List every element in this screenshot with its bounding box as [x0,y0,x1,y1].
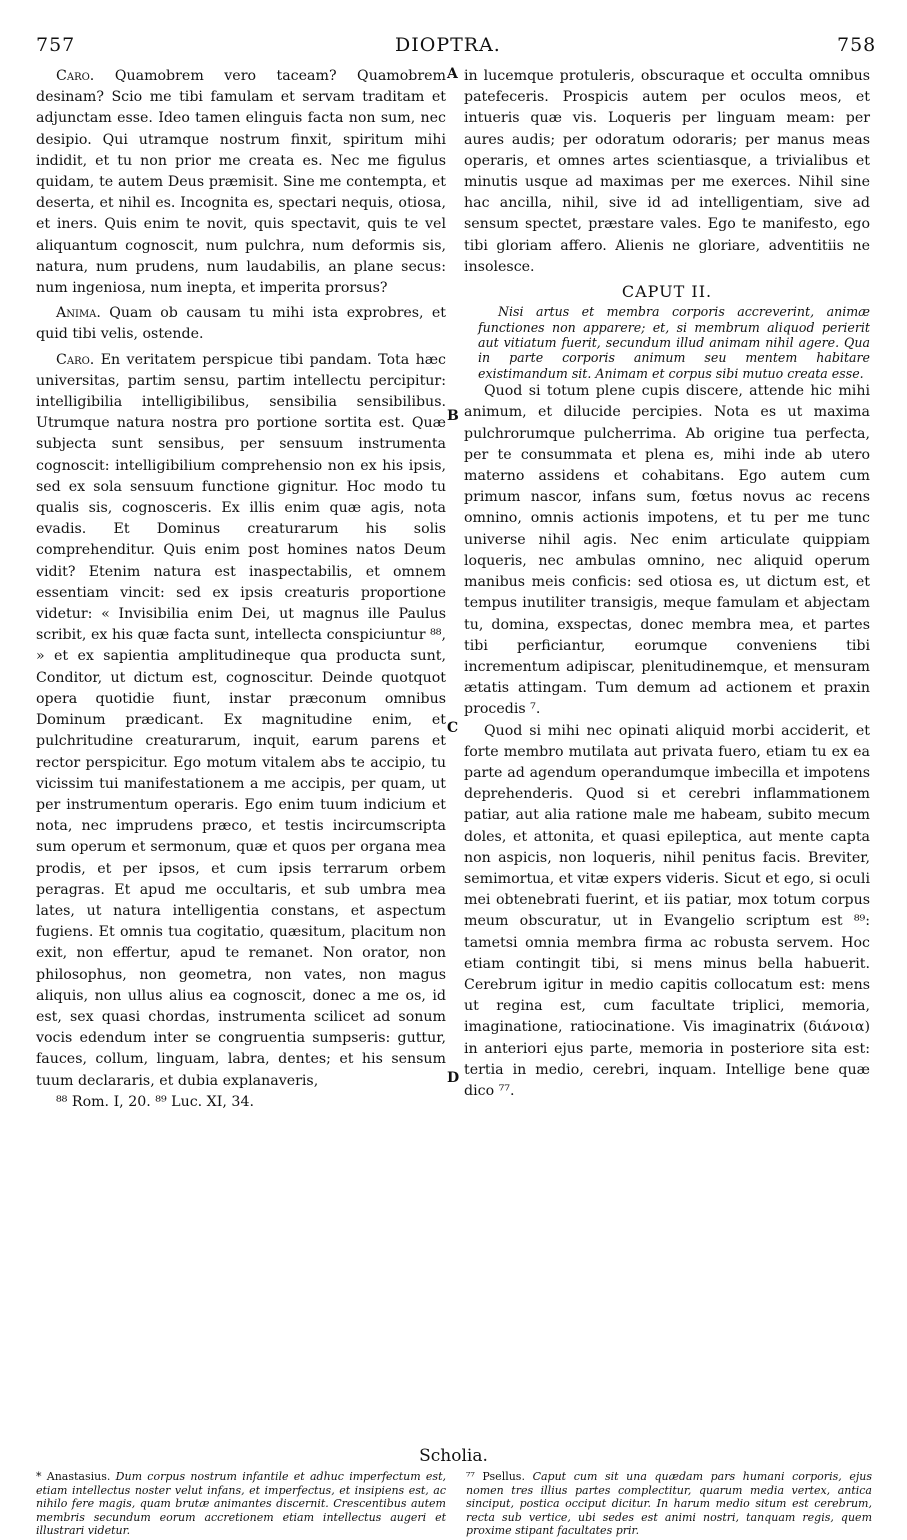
paragraph [36,303,446,345]
scholion-author: ⁷⁷ Psellus. [466,1470,525,1483]
paragraph [36,66,446,299]
paragraph-text: Quam ob causam tu mihi ista exprobres, et quid tibi velis, ostende. [36,305,446,343]
scholion-right [466,1470,872,1538]
paragraph-text: En veritatem perspicue tibi pandam. Tota hæc universitas, partim sensu, partim intellectu percipitur: intelligibilia intelligibilibus, sensibilia sensibilibus. Utrumque natura nostra pro portione sortita est. Quæ subjecta sunt sensibus, per sensuum instrumenta cognoscit: intelligibilium comprehensio non ex his ipsis, sed ex sola sensuum functione gignitur. Hoc modo tu qualis sis, cognosceris. Ex illis enim quæ agis, nota evadis. Et Dominus creaturarum his solis comprehenditur. Quis enim post homines natos Deum vidit? Etenim natura est inaspectabilis, et omnem essentiam vincit: sed ex ipsis creaturis proportione videtur: « Invisibilia enim Dei, ut magnus ille Paulus scribit, ex his quæ facta sunt, intellecta conspiciuntur ⁸⁸, » et ex sapientia amplitudineque qua producta sunt, Conditor, ut dictum est, cognoscitur. Deinde quotquot opera quotidie fiunt, instar præconum omnibus Dominum prædicant. Ex magnitudine enim, et pulchritudine creaturarum, inquit, earum parens et rector perspicitur. Ego motum vitalem abs te accipio, tu vicissim tui manifestationem a me accipis, per quam, ut per instrumentum operaris. Ego enim tuum indicium et nota, nec imprudens præco, et testis incircumscripta sum operum et sermonum, quæ et quos per organa mea prodis, et per ipsos, et cum ipsis terrarum orbem peragras. Et apud me occultaris, et sub umbra mea lates, ut natura intelligentia constans, et aspectum fugiens. Et omnis tua cogitatio, quæsitum, placitum non exit, non effertur, apud te remanet. Non orator, non philosophus, non geometra, non vates, non magus aliquis, non ullus alius ea cognoscit, donec a me os, id est, sex quasi chordas, instrumenta scilicet ad sonum vocis edendum inter se congruentia sumpseris: guttur, fauces, collum, linguam, labra, dentes; et his sensum tuum declararis, et dubia explanaveris, [36,351,446,1089]
running-title: DIOPTRA. [395,34,501,56]
page-number-left: 757 [36,34,76,56]
margin-letter-a: A [447,66,458,82]
speaker-label: Caro. [56,68,95,84]
scholion-left [36,1470,446,1538]
paragraph-continuation: in lucemque protuleris, obscuraque et occulta omnibus patefeceris. Prospicis autem per oculos meos, et intueris quæ vis. Loqueris per linguam meam: per aures audis; per odoratum odoraris; per manus meas operaris, et omnes artes scientiasque, a trivialibus et minutis usque ad maximas per me exerces. Nihil sine hac ancilla, nihil, sive id ad intelligentiam, sive ad sensum spectet, præstare vales. Ego te manifesto, ego tibi gloriam affero. Alienis ne gloriare, adventitiis ne insolesce. [464,68,870,275]
margin-letter-c: C [447,720,459,736]
scholion-text: Caput cum sit una quædam pars humani corporis, ejus nomen tres illius partes complectitur, quarum media vertex, antica sinciput, postica occiput dicitur. In harum medio situm est cerebrum, recta sub vertice, ubi sedes est animi nostri, tanquam regis, quem proxime stipant facultates prir. [466,1470,872,1538]
margin-letter-b: B [447,408,459,424]
margin-letter-d: D [447,1070,460,1086]
speaker-label: Caro. [56,351,95,368]
right-column [464,66,870,1102]
paragraph [36,350,446,1092]
scholia-heading: Scholia. [419,1446,488,1466]
chapter-heading: CAPUT II. [621,282,713,302]
chapter-summary: Nisi artus et membra corporis accreverint, animæ functiones non apparere; et, si membrum aliquod perierit aut vitiatum fuerit, secundum illud animam nihil agere. Qua in parte corporis animum seu mentem habitare existimandum sit. Animam et corpus sibi mutuo creata esse. [478,304,870,381]
left-column [36,66,446,1113]
paragraph: Quod si totum plene cupis discere, attende hic mihi animum, et dilucide percipies. Nota es ut maxima pulchrorumque pulcherrima. Ab origine tua perfecta, per te consummata et plena es, mihi inde ab utero materno assidens et cohabitans. Ego autem cum primum nascor, infans sum, fœtus novus ac recens omnino, omnis actionis impotens, et tu per me tunc universe nihil agis. Nec enim articulate quippiam loqueris, nec ambulas omnino, nec aliquid operum manibus meis conficis: sed otiosa es, ut dictum est, et tempus inutiliter transigis, meque famulam et abjectam tu, domina, exspectas, donec membra mea, et partes tibi perficiantur, eorumque conveniens tibi incrementum adipiscar, plenitudinemque, et mensuram ætatis attingam. Tum demum ad actionem et praxin procedis ⁷. [464,383,870,718]
speaker-label: Anima. [56,305,101,322]
scholion-text: Dum corpus nostrum infantile et adhuc imperfectum est, etiam intellectus noster velut infans, et imperfectus, et insipiens est, ac nihilo fere magis, quam brutæ animantes discernit. Crescentibus autem membris secundum eorum accretionem etiam intellectus augeri et illustrari videtur. [36,1470,446,1538]
footnote-references: ⁸⁸ Rom. I, 20. ⁸⁹ Luc. XI, 34. [56,1093,254,1110]
paragraph-text: Quamobrem vero taceam? Quamobrem desinam? Scio me tibi famulam et servam traditam et adjunctam esse. Ideo tamen elinguis facta non sum, nec desipio. Qui utramque nostrum finxit, spiritum mihi indidit, et tu non prior me creata es. Nec me figulus quidam, te autem Deus præmisit. Sine me contempta, et deserta, et nihil es. Incognita es, spectari nequis, otiosa, et iners. Quis enim te novit, quis spectavit, quis te vel aliquantum cognoscit, num pulchra, num deformis sis, natura, num prudens, num laudabilis, an plane secus: num ingeniosa, num inepta, et imperita prorsus? [36,68,446,297]
paragraph: Quod si mihi nec opinati aliquid morbi acciderit, et forte membro mutilata aut privata fuero, etiam tu ex ea parte ad agendum operandumque imbecilla et impotens deprehenderis. Quod si et cerebri inflammationem patiar, aut alia ratione male me habeam, subito mecum doles, et attonita, et quasi epileptica, aut mente capta non aspicis, non loqueris, nihil penitus facis. Breviter, semimortua, et vitæ expers videris. Sicut et ego, si oculi mei obtenebrati fuerint, et iis patiar, mox totum corpus meum obscuratur, ut in Evangelio scriptum est ⁸⁹: tametsi omnia membra firma ac robusta servem. Hoc etiam contingit tibi, si mens minus bella habuerit. Cerebrum igitur in medio capitis collocatum est: mens ut regina est, cum facultate triplici, memoria, imaginatione, ratiocinatione. Vis imaginatrix (διάνοια) in anteriori ejus parte, memoria in posteriore sita est: tertia in medio, cerebri, inquam. Intellige bene quæ dico ⁷⁷. [464,722,870,1099]
page-number-right: 758 [837,34,877,56]
scholion-author: * Anastasius. [36,1470,111,1483]
